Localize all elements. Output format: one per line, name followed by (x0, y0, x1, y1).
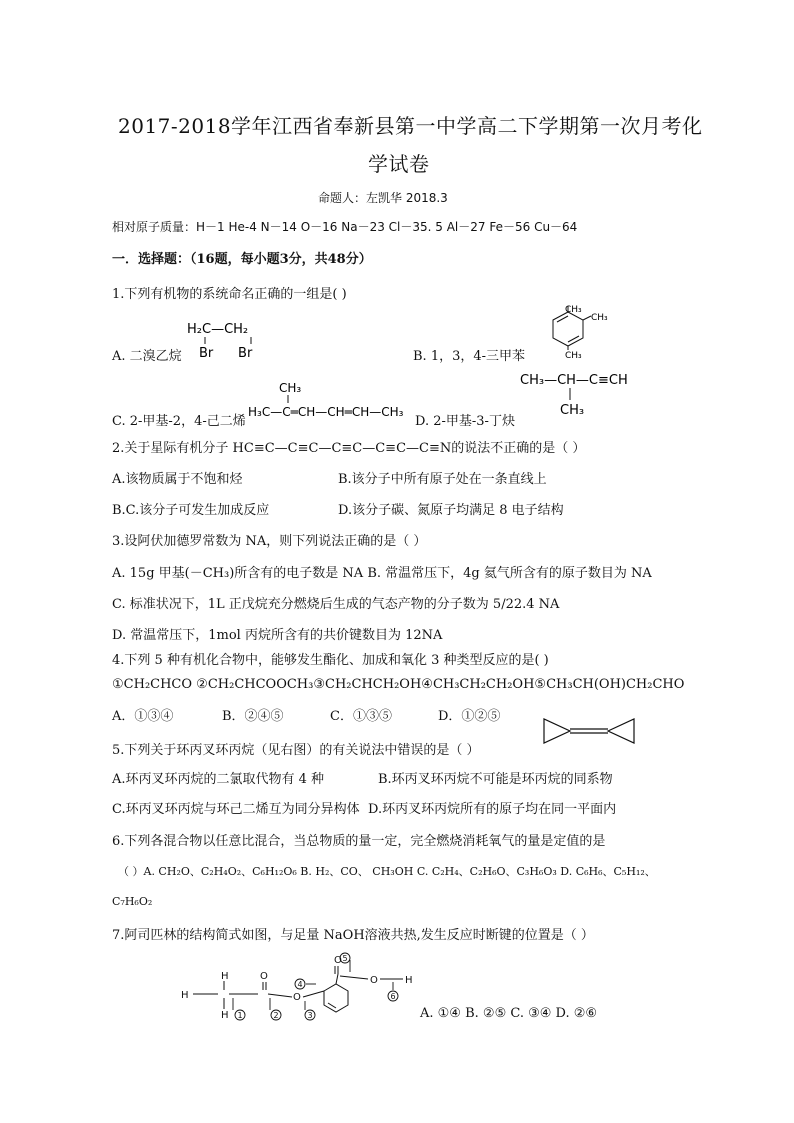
q1c-methyl: CH₃ (279, 381, 302, 395)
q4-option-d: D．①②⑤ (438, 709, 501, 724)
svg-text:H: H (221, 1010, 229, 1021)
q1-option-b: B. 1，3，4-三甲苯 (413, 349, 526, 364)
svg-text:O: O (334, 955, 342, 966)
author-line: 命题人：左凯华 2018.3 (318, 191, 448, 205)
q1-option-d: D. 2-甲基-3-丁炔 (415, 414, 515, 429)
q1a-structure (185, 318, 275, 360)
q5-option-b: B.环丙叉环丙烷不可能是环丙烷的同系物 (378, 772, 613, 787)
q3-options-ab: A. 15g 甲基(－CH₃)所含有的电子数是 NA B. 常温常压下，4g 氦气所含有的原子数目为 NA (112, 566, 652, 581)
svg-text:5: 5 (342, 954, 348, 963)
q5-option-c: C.环丙叉环丙烷与环己二烯互为同分异构体 (112, 802, 360, 817)
svg-text:CH₃: CH₃ (591, 313, 608, 323)
q7-options: A. ①④ B. ②⑤ C. ③④ D. ②⑥ (420, 1006, 598, 1021)
q1d-chain: CH₃—CH—C≡CH (520, 373, 628, 388)
question-5-stem: 5.下列关于环丙叉环丙烷（见右图）的有关说法中错误的是（ ） (112, 743, 480, 758)
q1d-methyl: CH₃ (560, 403, 585, 418)
q1-option-a: A. 二溴乙烷 (112, 349, 182, 364)
svg-text:H: H (181, 990, 189, 1001)
page-title-cont: 学试卷 (368, 152, 430, 176)
q5-option-d: D.环丙叉环丙烷所有的原子均在同一平面内 (368, 802, 617, 817)
aspirin-structure (178, 954, 428, 1030)
q4-option-c: C．①③⑤ (330, 709, 392, 724)
svg-text:1: 1 (237, 1011, 243, 1020)
q1c-chain: H₃C—C═CH—CH═CH—CH₃ (248, 405, 404, 419)
q2-option-b: B.该分子中所有原子处在一条直线上 (338, 472, 547, 487)
svg-text:4: 4 (297, 980, 303, 989)
q4-option-b: B．②④⑤ (222, 709, 284, 724)
q5-option-a: A.环丙叉环丙烷的二氯取代物有 4 种 (112, 772, 325, 787)
section-heading: 一．选择题：（16题，每小题3分，共48分） (112, 252, 372, 267)
svg-text:O: O (260, 971, 268, 982)
cyclopropylidenecyclopropane-figure (540, 715, 640, 747)
q2-option-a: A.该物质属于不饱和烃 (112, 472, 243, 487)
question-1-stem: 1.下列有机物的系统命名正确的一组是( ) (112, 287, 347, 302)
question-3-stem: 3.设阿伏加德罗常数为 NA，则下列说法正确的是（ ） (112, 534, 427, 549)
q2-option-c: B.C.该分子可发生加成反应 (112, 503, 270, 518)
q1b-structure (528, 305, 614, 361)
q1a-top: H₂C—CH₂ (187, 322, 249, 337)
question-6-stem: 6.下列各混合物以任意比混合，当总物质的量一定，完全燃烧消耗氧气的量是定值的是 (112, 834, 606, 849)
question-2-stem: 2.关于星际有机分子 HC≡C—C≡C—C≡C—C≡C—C≡N的说法不正确的是（ ） (112, 441, 586, 456)
q1-option-c: C. 2-甲基-2，4-己二烯 (112, 414, 246, 429)
svg-text:2: 2 (273, 1011, 279, 1020)
atomic-mass-line: 相对原子质量：H－1 He-4 N－14 O－16 Na－23 Cl－35. 5 Al－27 Fe－56 Cu－64 (112, 220, 578, 234)
q6-options: （ ）A. CH₂O、C₂H₄O₂、C₆H₁₂O₆ B. H₂、CO、 CH₃OH C. C₂H₄、C₂H₆O、C₃H₆O₃ D. C₆H₆、C₅H₁₂、 (118, 865, 656, 878)
svg-text:H: H (405, 975, 413, 986)
svg-text:O: O (370, 975, 378, 986)
q1a-bottom: Br Br (199, 346, 253, 361)
q4-option-a: A．①③④ (112, 709, 174, 724)
q3-option-c: C. 标准状况下，1L 正戊烷充分燃烧后生成的气态产物的分子数为 5/22.4 NA (112, 597, 560, 612)
q2-option-d: D.该分子碳、氮原子均满足 8 电子结构 (338, 503, 564, 518)
q1d-structure (518, 368, 638, 420)
svg-text:3: 3 (307, 1011, 313, 1020)
question-4-stem: 4.下列 5 种有机化合物中，能够发生酯化、加成和氧化 3 种类型反应的是( ) (112, 653, 549, 668)
q6-options-cont: C₇H₆O₂ (112, 895, 153, 908)
svg-text:O: O (293, 992, 301, 1003)
page-title: 2017-2018学年江西省奉新县第一中学高二下学期第一次月考化 (118, 114, 703, 138)
svg-text:6: 6 (390, 992, 396, 1001)
q1c-structure (248, 380, 418, 424)
q4-compounds: ①CH₂CHCO ②CH₂CHCOOCH₃③CH₂CHCH₂OH④CH₃CH₂CH₂OH⑤CH₃CH(OH)CH₂CHO (112, 677, 685, 692)
svg-text:CH₃: CH₃ (565, 351, 582, 361)
question-7-stem: 7.阿司匹林的结构简式如图，与足量 NaOH溶液共热,发生反应时断键的位置是（ ） (112, 928, 594, 943)
q3-option-d: D. 常温常压下，1mol 丙烷所含有的共价键数目为 12NA (112, 628, 443, 643)
svg-text:H: H (221, 971, 229, 982)
svg-text:CH₃: CH₃ (565, 305, 582, 315)
